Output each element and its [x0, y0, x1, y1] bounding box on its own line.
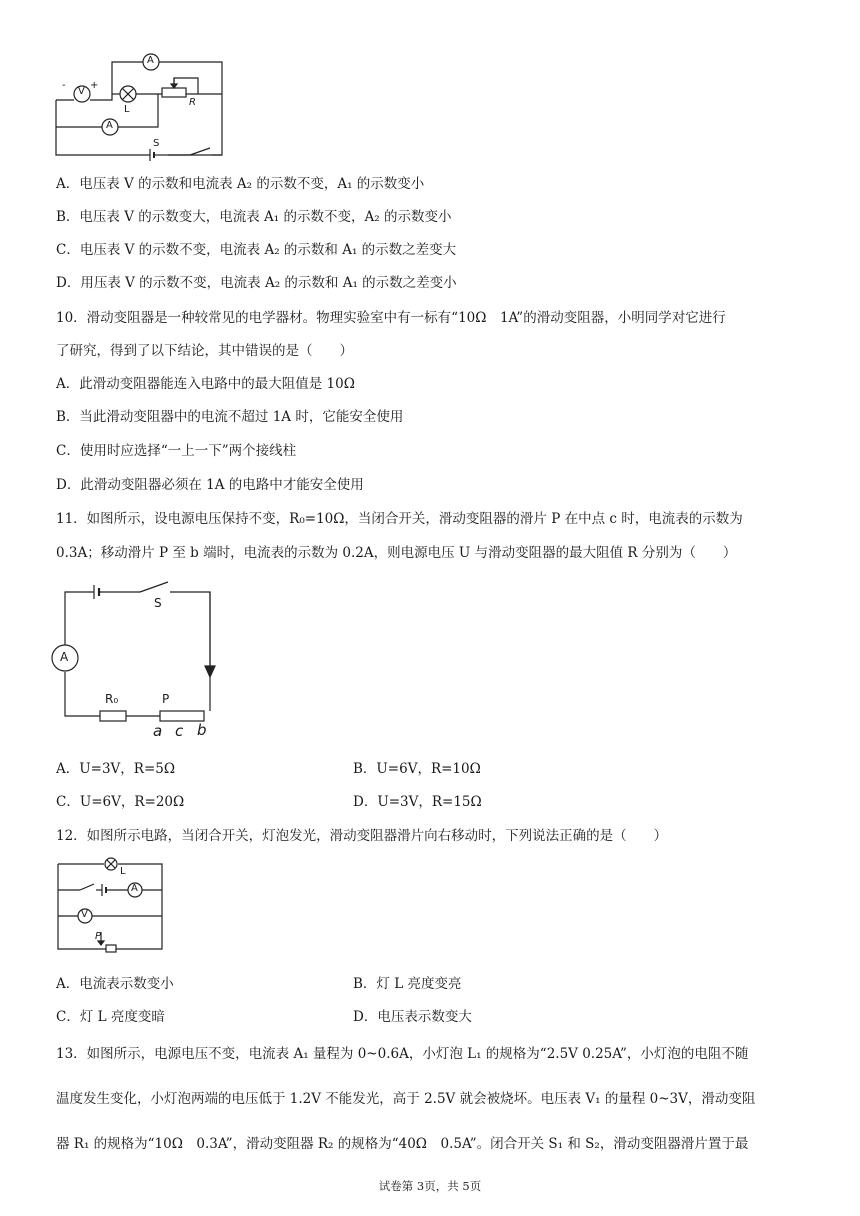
q11-stem-line2: 0.3A；移动滑片 P 至 b 端时，电流表的示数为 0.2A，则电源电压 U 与滑动变阻器的最大阻值 R 分别为（ ）: [56, 545, 737, 561]
q9-circuit-figure: [50, 52, 230, 164]
q12-lamp-label: L: [120, 866, 126, 877]
q10-stem-line1: 10．滑动变阻器是一种较常见的电学器材。物理实验室中有一标有“10Ω 1A”的滑动变阻器，小明同学对它进行: [56, 310, 726, 326]
q9-option-b[interactable]: B．电压表 V 的示数变大，电流表 A₁ 的示数不变，A₂ 的示数变小: [56, 209, 452, 225]
q12-option-c[interactable]: C．灯 L 亮度变暗: [56, 1009, 165, 1025]
q10-stem-line2: 了研究，得到了以下结论，其中错误的是（ ）: [56, 343, 353, 359]
q12-voltmeter-label: V: [81, 909, 88, 920]
q11-c-label: c: [175, 722, 184, 740]
q11-r0-label: R₀: [105, 692, 119, 706]
q9-option-d[interactable]: D．用压表 V 的示数不变，电流表 A₂ 的示数和 A₁ 的示数之差变小: [56, 275, 457, 291]
q11-a-label: a: [153, 722, 163, 740]
q9-ammeter-top-label: A: [147, 55, 154, 66]
q10-option-b[interactable]: B．当此滑动变阻器中的电流不超过 1A 时，它能安全使用: [56, 409, 404, 425]
q12-stem: 12．如图所示电路，当闭合开关，灯泡发光，滑动变阻器滑片向右移动时，下列说法正确的是（ ）: [56, 828, 668, 844]
q9-option-c[interactable]: C．电压表 V 的示数不变，电流表 A₂ 的示数和 A₁ 的示数之差变大: [56, 242, 457, 258]
q9-rheostat-label: R: [189, 97, 196, 108]
q9-option-a[interactable]: A．电压表 V 的示数和电流表 A₂ 的示数不变，A₁ 的示数变小: [56, 176, 425, 192]
q9-voltmeter-label: V: [78, 86, 85, 97]
q12-slider-label: P: [95, 931, 102, 942]
q10-option-c[interactable]: C．使用时应选择“一上一下”两个接线柱: [56, 443, 297, 459]
q9-minus-label: -: [62, 80, 66, 91]
q11-switch-label: S: [154, 596, 162, 610]
page-footer: 试卷第 3页，共 5页: [378, 1179, 482, 1193]
q11-option-c[interactable]: C．U=6V，R=20Ω: [56, 794, 185, 810]
q11-circuit-figure: [50, 580, 220, 740]
q11-option-b[interactable]: B．U=6V，R=10Ω: [353, 761, 481, 777]
q9-switch-label: S: [153, 138, 160, 149]
q12-option-b[interactable]: B．灯 L 亮度变亮: [353, 976, 462, 992]
q9-lamp-label: L: [124, 104, 130, 115]
q11-ammeter-label: A: [60, 650, 69, 664]
q12-ammeter-label: A: [131, 883, 138, 894]
q12-circuit-figure: [54, 856, 166, 958]
q12-option-a[interactable]: A．电流表示数变小: [56, 976, 174, 992]
q11-slider-label: P: [162, 692, 170, 706]
q9-ammeter-mid-label: A: [106, 120, 113, 131]
q11-option-a[interactable]: A．U=3V，R=5Ω: [56, 761, 176, 777]
q11-b-label: b: [197, 721, 207, 739]
q13-stem-line2: 温度发生变化，小灯泡两端的电压低于 1.2V 不能发光，高于 2.5V 就会被烧坏。电压表 V₁ 的量程 0~3V，滑动变阻: [56, 1091, 756, 1107]
q13-stem-line1: 13．如图所示，电源电压不变，电流表 A₁ 量程为 0~0.6A，小灯泡 L₁ 的规格为“2.5V 0.25A”，小灯泡的电阻不随: [56, 1046, 749, 1062]
q11-stem-line1: 11．如图所示，设电源电压保持不变，R₀=10Ω，当闭合开关，滑动变阻器的滑片 P 在中点 c 时，电流表的示数为: [56, 511, 743, 527]
q10-option-d[interactable]: D．此滑动变阻器必须在 1A 的电路中才能安全使用: [56, 477, 364, 493]
q10-option-a[interactable]: A．此滑动变阻器能连入电路中的最大阻值是 10Ω: [56, 376, 355, 392]
q11-option-d[interactable]: D．U=3V，R=15Ω: [353, 794, 482, 810]
q9-plus-label: +: [90, 80, 99, 91]
q12-option-d[interactable]: D．电压表示数变大: [353, 1009, 472, 1025]
q13-stem-line3: 器 R₁ 的规格为“10Ω 0.3A”，滑动变阻器 R₂ 的规格为“40Ω 0.5A”。闭合开关 S₁ 和 S₂，滑动变阻器滑片置于最: [56, 1136, 749, 1152]
